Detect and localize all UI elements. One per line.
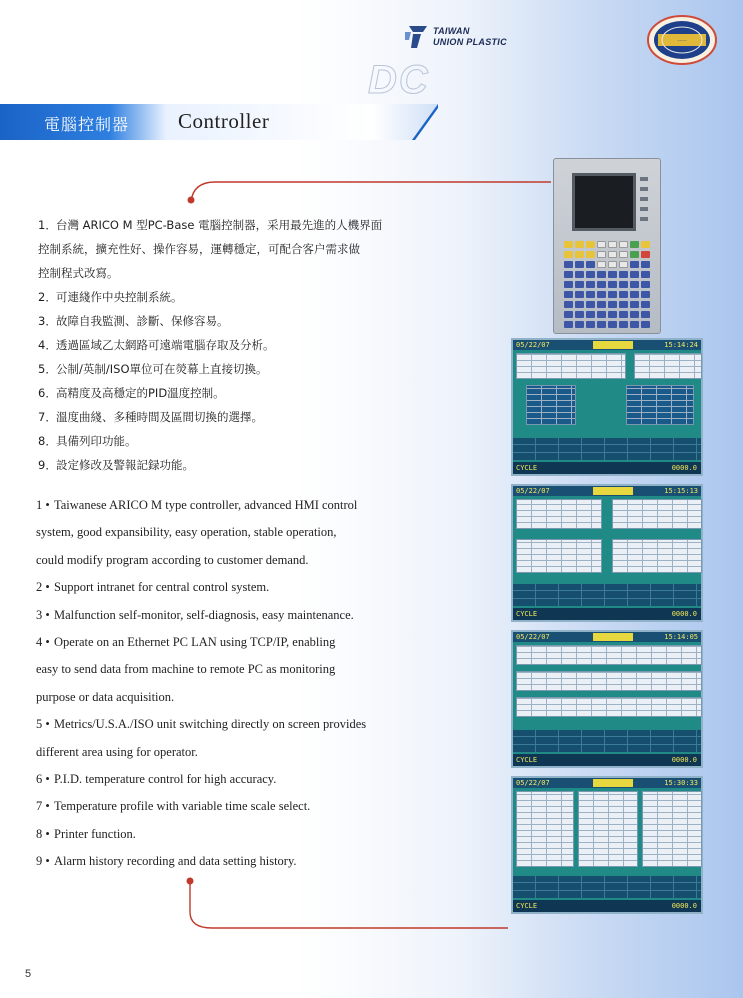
keypad-key	[608, 321, 617, 328]
keypad-key	[630, 301, 639, 308]
keypad-key	[575, 271, 584, 278]
controller-panel-image	[553, 158, 661, 334]
keypad-key	[630, 271, 639, 278]
feature-number: 7 •	[36, 799, 50, 814]
screen-core-settings	[511, 630, 703, 768]
feature-number: 4 •	[36, 635, 50, 650]
keypad-key	[564, 261, 573, 268]
keypad-key	[619, 241, 628, 248]
feature-line	[36, 739, 436, 766]
keypad-key	[586, 251, 595, 258]
feature-text: Printer function.	[54, 826, 136, 841]
keypad-key	[630, 261, 639, 268]
feature-line	[36, 602, 436, 629]
keypad-key	[586, 281, 595, 288]
feature-number: 3．	[38, 314, 57, 328]
feature-number: 3 •	[36, 607, 50, 622]
data-table	[516, 539, 602, 573]
cycle-value: 0000.0	[671, 610, 697, 618]
keypad-key	[608, 291, 617, 298]
keypad-key	[597, 271, 606, 278]
feature-line	[38, 429, 458, 453]
feature-number: 1．	[38, 218, 57, 232]
machine-diagram	[626, 385, 694, 425]
keypad-key	[608, 311, 617, 318]
feature-line	[36, 656, 436, 683]
feature-line	[38, 405, 458, 429]
cycle-value: 0000.0	[671, 756, 697, 764]
keypad-key	[575, 311, 584, 318]
feature-text: 控制系統，擴充性好、操作容易，運轉穩定，可配合客户需求做	[38, 242, 360, 256]
feature-text: 可連綫作中央控制系統。	[56, 290, 183, 304]
keypad-key	[597, 261, 606, 268]
keypad-key	[597, 241, 606, 248]
feature-text: different area using for operator.	[36, 744, 198, 759]
keypad-key	[630, 241, 639, 248]
keypad-key	[575, 301, 584, 308]
keypad-key	[597, 281, 606, 288]
screen-time: 15:30:33	[664, 779, 698, 787]
keypad-key	[586, 291, 595, 298]
feature-text: 公制/英制/ISO單位可在熒幕上直接切換。	[56, 362, 268, 376]
keypad-key	[608, 301, 617, 308]
keypad-key	[641, 251, 650, 258]
keypad-key	[641, 291, 650, 298]
screen-time: 15:15:13	[664, 487, 698, 495]
keypad-key	[630, 251, 639, 258]
feature-number: 9 •	[36, 854, 50, 869]
keypad-key	[575, 321, 584, 328]
feature-text: 控制程式改寫。	[38, 266, 119, 280]
feature-number: 5．	[38, 362, 57, 376]
feature-text: P.I.D. temperature control for high accuracy.	[54, 772, 277, 787]
keypad-key	[641, 241, 650, 248]
keypad-key	[575, 291, 584, 298]
feature-line	[38, 213, 458, 237]
keypad-key	[608, 281, 617, 288]
feature-line	[36, 766, 436, 793]
data-table	[516, 791, 574, 867]
keypad-key	[564, 271, 573, 278]
feature-text: Operate on an Ethernet PC LAN using TCP/IP, enabling	[54, 635, 336, 650]
feature-text: purpose or data acquisition.	[36, 689, 175, 704]
keypad-key	[597, 311, 606, 318]
screen-date: 05/22/07	[516, 633, 550, 641]
feature-line	[36, 574, 436, 601]
feature-number: 1 •	[36, 498, 50, 512]
cycle-value: 0000.0	[671, 464, 697, 472]
feature-line	[38, 333, 458, 357]
keypad-key	[630, 281, 639, 288]
page-number: 5	[25, 968, 32, 980]
features-list-zh	[38, 213, 458, 477]
screen-time: 15:14:24	[664, 341, 698, 349]
feature-number: 6．	[38, 386, 57, 400]
keypad-key	[608, 261, 617, 268]
keypad-key	[564, 301, 573, 308]
feature-number: 8．	[38, 434, 57, 448]
screen-time: 15:14:05	[664, 633, 698, 641]
keypad-key	[575, 281, 584, 288]
feature-number: 2 •	[36, 580, 50, 595]
feature-number: 7．	[38, 410, 57, 424]
feature-text: Metrics/U.S.A./ISO unit switching directly on screen provides	[54, 717, 367, 732]
keypad-key	[619, 321, 628, 328]
keypad-key	[641, 311, 650, 318]
screen-date: 05/22/07	[516, 341, 550, 349]
feature-text: 設定修改及警報記録功能。	[56, 458, 194, 472]
feature-text: Alarm history recording and data setting history.	[54, 854, 297, 869]
feature-text: 溫度曲綫、多種時間及區間切換的選擇。	[56, 410, 263, 424]
cycle-label: CYCLE	[516, 464, 538, 472]
feature-text: 高精度及高穩定的PID溫度控制。	[56, 386, 225, 400]
feature-number: 5 •	[36, 717, 50, 732]
keypad-key	[619, 301, 628, 308]
status-grid	[513, 730, 701, 752]
keypad-key	[564, 291, 573, 298]
status-grid	[513, 438, 701, 460]
feature-number: 2．	[38, 290, 57, 304]
feature-text: Taiwanese ARICO M type controller, advanced HMI control	[54, 498, 358, 512]
feature-line	[36, 519, 436, 546]
feature-line	[38, 357, 458, 381]
data-table	[634, 353, 702, 379]
keypad-key	[641, 321, 650, 328]
features-list-en	[36, 492, 436, 876]
keypad-key	[619, 251, 628, 258]
keypad-key	[641, 261, 650, 268]
keypad-key	[586, 321, 595, 328]
feature-line	[36, 547, 436, 574]
machine-diagram	[526, 385, 576, 425]
keypad-key	[608, 271, 617, 278]
data-table	[516, 697, 702, 717]
keypad-key	[586, 301, 595, 308]
cycle-value: 0000.0	[671, 902, 697, 910]
feature-number: 8 •	[36, 826, 50, 841]
screen-tab	[593, 341, 633, 349]
keypad-key	[597, 251, 606, 258]
feature-line	[36, 492, 436, 519]
keypad-key	[619, 311, 628, 318]
keypad-key	[586, 241, 595, 248]
keypad-key	[619, 291, 628, 298]
keypad-key	[564, 321, 573, 328]
feature-text: 台灣 ARICO M 型PC-Base 電腦控制器，采用最先進的人機界面	[56, 218, 383, 232]
feature-line	[38, 261, 458, 285]
feature-line	[36, 684, 436, 711]
screen-date: 05/22/07	[516, 779, 550, 787]
brand-logo	[405, 22, 525, 58]
screen-mold-settings	[511, 484, 703, 622]
keypad-key	[575, 241, 584, 248]
status-grid	[513, 876, 701, 898]
keypad-key	[630, 311, 639, 318]
section-banner	[0, 104, 438, 140]
keypad-key	[597, 321, 606, 328]
data-table	[516, 671, 702, 691]
brand-line-1: TAIWAN	[433, 26, 470, 36]
data-table	[642, 791, 702, 867]
keypad-key	[619, 271, 628, 278]
keypad-key	[619, 261, 628, 268]
feature-text: system, good expansibility, easy operation, stable operation,	[36, 525, 337, 540]
panel-keypad	[564, 241, 652, 331]
section-title-en: Controller	[178, 109, 270, 133]
keypad-key	[564, 251, 573, 258]
feature-text: 透過區域乙太網路可遠端電腦存取及分析。	[56, 338, 275, 352]
feature-line	[36, 821, 436, 848]
keypad-key	[641, 281, 650, 288]
feature-text: Support intranet for central control system.	[54, 580, 270, 595]
feature-number: 9．	[38, 458, 57, 472]
feature-line	[38, 237, 458, 261]
screen-date: 05/22/07	[516, 487, 550, 495]
data-table	[578, 791, 638, 867]
panel-screen	[572, 173, 636, 231]
data-table	[612, 499, 702, 529]
keypad-key	[619, 281, 628, 288]
feature-text: Malfunction self-monitor, self-diagnosis, easy maintenance.	[54, 607, 354, 622]
connector-bottom	[182, 876, 512, 936]
keypad-key	[586, 311, 595, 318]
keypad-key	[608, 241, 617, 248]
feature-line	[38, 453, 458, 477]
feature-text: easy to send data from machine to remote PC as monitoring	[36, 662, 336, 677]
data-table	[516, 353, 626, 379]
panel-leds	[640, 177, 654, 227]
screen-tab	[593, 779, 633, 787]
screen-monitor-list	[511, 776, 703, 914]
status-grid	[513, 584, 701, 606]
screen-overview	[511, 338, 703, 476]
keypad-key	[564, 311, 573, 318]
section-title-zh: 電腦控制器	[44, 115, 130, 134]
keypad-key	[608, 251, 617, 258]
feature-text: 故障自我監測、診斷、保修容易。	[56, 314, 229, 328]
screen-tab	[593, 487, 633, 495]
cycle-label: CYCLE	[516, 756, 538, 764]
keypad-key	[586, 271, 595, 278]
keypad-key	[641, 301, 650, 308]
connector-top	[185, 176, 555, 206]
feature-text: 具備列印功能。	[56, 434, 137, 448]
keypad-key	[575, 261, 584, 268]
keypad-key	[597, 291, 606, 298]
keypad-key	[575, 251, 584, 258]
keypad-key	[630, 291, 639, 298]
screen-tab	[593, 633, 633, 641]
feature-number: 4．	[38, 338, 57, 352]
keypad-key	[564, 241, 573, 248]
keypad-key	[586, 261, 595, 268]
brand-mark-icon	[405, 24, 429, 50]
company-emblem-icon	[646, 14, 718, 66]
data-table	[516, 499, 602, 529]
data-table	[612, 539, 702, 573]
keypad-key	[597, 301, 606, 308]
brand-line-2: UNION PLASTIC	[433, 37, 507, 47]
cycle-label: CYCLE	[516, 902, 538, 910]
svg-text:·····: ·····	[677, 38, 687, 45]
feature-line	[38, 309, 458, 333]
keypad-key	[630, 321, 639, 328]
feature-number: 6 •	[36, 772, 50, 787]
feature-line	[36, 793, 436, 820]
keypad-key	[564, 281, 573, 288]
feature-line	[36, 711, 436, 738]
feature-text: Temperature profile with variable time scale select.	[54, 799, 311, 814]
cycle-label: CYCLE	[516, 610, 538, 618]
dc-watermark: DC	[368, 58, 430, 102]
data-table	[516, 645, 702, 665]
feature-line	[36, 848, 436, 875]
feature-text: could modify program according to customer demand.	[36, 552, 309, 567]
feature-line	[38, 285, 458, 309]
feature-line	[38, 381, 458, 405]
feature-line	[36, 629, 436, 656]
keypad-key	[641, 271, 650, 278]
